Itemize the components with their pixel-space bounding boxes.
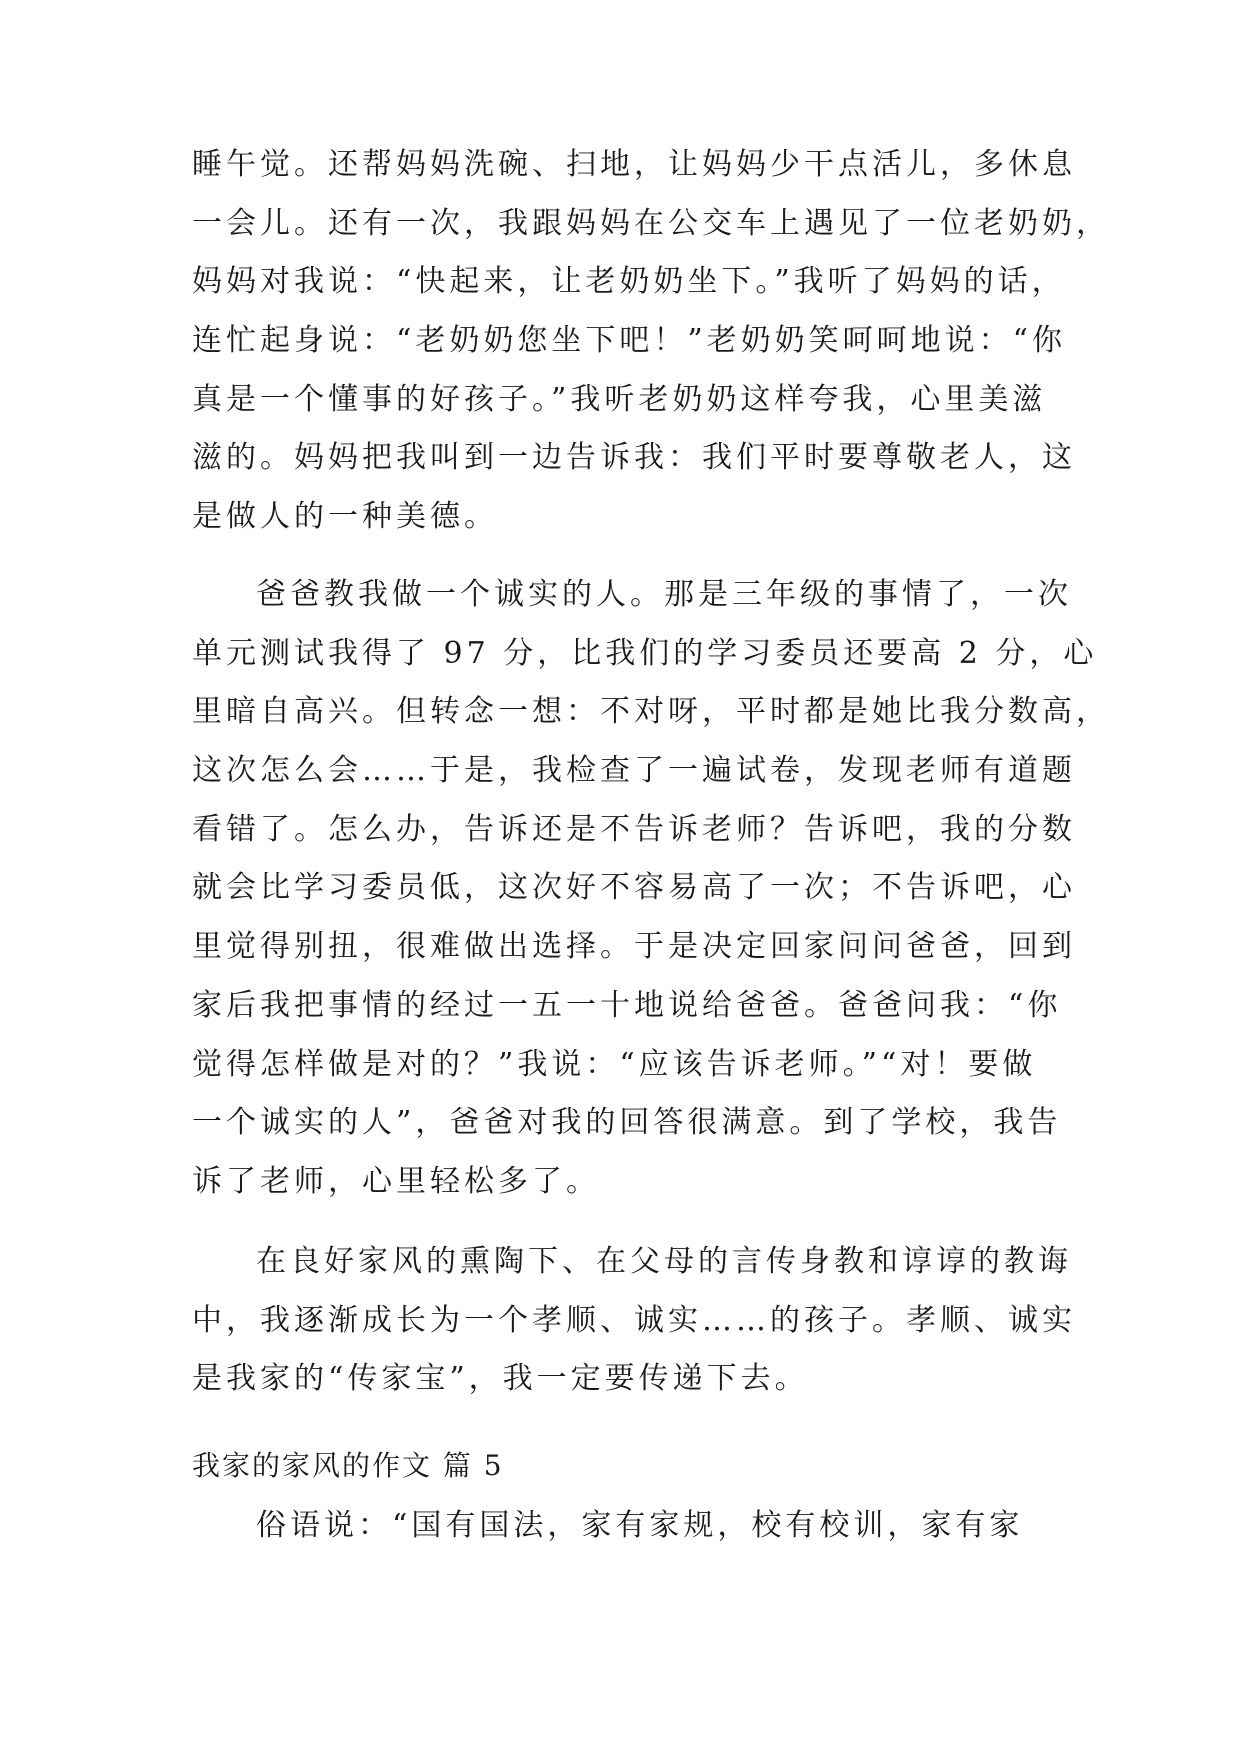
paragraph-2: [192, 566, 1110, 1212]
paragraph-2-line: 就会比学习委员低，这次好不容易高了一次；不告诉吧，心: [192, 870, 1076, 906]
paragraph-4: [192, 1497, 1054, 1556]
paragraph-2-line: 一个诚实的人”，爸爸对我的回答很满意。到了学校，我告: [192, 1105, 1062, 1141]
paragraph-2-line: 这次怎么会……于是，我检查了一遍试卷，发现老师有道题: [192, 753, 1076, 789]
paragraph-3-line: 中，我逐渐成长为一个孝顺、诚实……的孩子。孝顺、诚实: [192, 1302, 1076, 1338]
paragraph-2-line: 爸爸教我做一个诚实的人。那是三年级的事情了，一次: [256, 577, 1072, 612]
paragraph-2-line: 觉得怎样做是对的？”我说：“应该告诉老师。”“对！要做: [192, 1046, 1037, 1082]
paragraph-2-line: 里觉得别扭，很难做出选择。于是决定回家问问爸爸，回到: [192, 929, 1076, 965]
paragraph-1-line: 一会儿。还有一次，我跟妈妈在公交车上遇见了一位老奶奶，: [192, 205, 1110, 241]
paragraph-2-line: 里暗自高兴。但转念一想：不对呀，平时都是她比我分数高，: [192, 694, 1110, 730]
paragraph-1-line: 连忙起身说：“老奶奶您坐下吧！”老奶奶笑呵呵地说：“你: [192, 323, 1067, 359]
paragraph-1-line: 是做人的一种美德。: [192, 499, 498, 535]
paragraph-1: [192, 136, 1110, 547]
paragraph-1-line: 滋的。妈妈把我叫到一边告诉我：我们平时要尊敬老人，这: [192, 440, 1076, 476]
paragraph-3-line: 在良好家风的熏陶下、在父母的言传身教和谆谆的教诲: [256, 1244, 1072, 1279]
section-heading: 我家的家风的作文 篇 5: [192, 1449, 504, 1482]
paragraph-2-line: 单元测试我得了 97 分，比我们的学习委员还要高 2 分，心: [192, 635, 1098, 671]
paragraph-1-line: 真是一个懂事的好孩子。”我听老奶奶这样夸我，心里美滋: [192, 381, 1047, 417]
paragraph-2-line: 看错了。怎么办，告诉还是不告诉老师？告诉吧，我的分数: [192, 811, 1076, 847]
paragraph-3: [192, 1233, 1076, 1409]
paragraph-2-line: 家后我把事情的经过一五一十地说给爸爸。爸爸问我：“你: [192, 987, 1062, 1023]
paragraph-1-line: 妈妈对我说：“快起来，让老奶奶坐下。”我听了妈妈的话，: [192, 264, 1066, 300]
paragraph-2-line: 诉了老师，心里轻松多了。: [192, 1163, 600, 1199]
paragraph-4-line: 俗语说：“国有国法，家有家规，校有校训，家有家: [256, 1508, 1024, 1543]
paragraph-3-line: 是我家的“传家宝”，我一定要传递下去。: [192, 1361, 809, 1397]
paragraph-1-line: 睡午觉。还帮妈妈洗碗、扫地，让妈妈少干点活儿，多休息: [192, 147, 1076, 182]
